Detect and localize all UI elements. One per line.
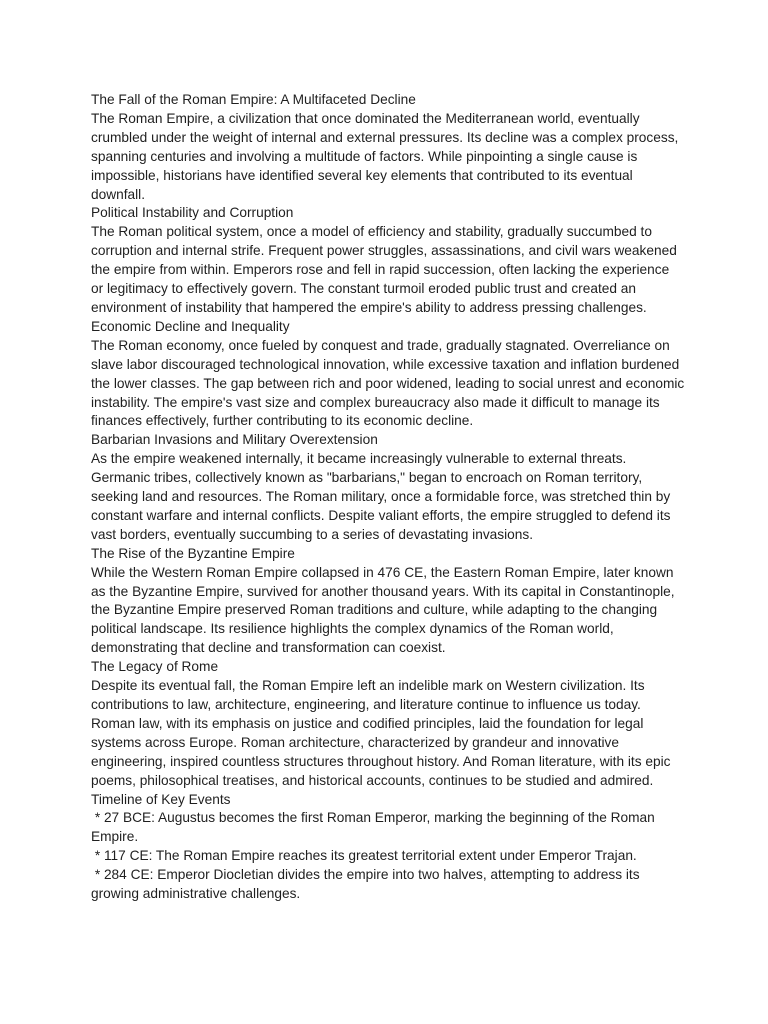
timeline-item: * 284 CE: Emperor Diocletian divides the empire into two halves, attempting to address its growing administrative challenges. bbox=[91, 867, 644, 902]
timeline-item: * 117 CE: The Roman Empire reaches its greatest territorial extent under Emperor Trajan. bbox=[91, 848, 637, 864]
section-heading-legacy: The Legacy of Rome bbox=[91, 659, 219, 675]
timeline-heading: Timeline of Key Events bbox=[91, 791, 231, 807]
document-title: The Fall of the Roman Empire: A Multifaceted Decline bbox=[91, 92, 416, 107]
section-body-byzantine: While the Western Roman Empire collapsed in 476 CE, the Eastern Roman Empire, later known as the Byzantine Empire, survived for another thousand years. With its capital in Constantinople, the Byzantine Empire preserved Roman traditions and culture, while adapting to the changing political landscape. Its resilience highlights the complex dynamics of the Roman world, demonstrating that decline and transformation can coexist. bbox=[91, 564, 675, 656]
section-body-economic: The Roman economy, once fueled by conquest and trade, gradually stagnated. Overreliance on slave labor discouraged technological innovation, while excessive taxation and inflation burdened the lower classes. The gap between rich and poor widened, leading to social unrest and economic instability. The empire's vast size and complex bureaucracy also made it difficult to manage its finances effectively, further contributing to its economic decline. bbox=[91, 337, 685, 429]
section-heading-byzantine: The Rise of the Byzantine Empire bbox=[91, 545, 295, 561]
section-body-political: The Roman political system, once a model of efficiency and stability, gradually succumbed to corruption and internal strife. Frequent power struggles, assassinations, and civil wars weakened the empire from within. Emperors rose and fell in rapid succession, often lacking the experience or legitimacy to effectively govern. The constant turmoil eroded public trust and created an environment of instability that hampered the empire's ability to address pressing challenges. bbox=[91, 224, 677, 315]
section-heading-barbarian: Barbarian Invasions and Military Overextension bbox=[91, 432, 378, 448]
document-page bbox=[91, 91, 685, 904]
section-heading-economic: Economic Decline and Inequality bbox=[91, 318, 290, 334]
timeline-item: * 27 BCE: Augustus becomes the first Roman Emperor, marking the beginning of the Roman Empire. bbox=[91, 810, 659, 845]
section-heading-political: Political Instability and Corruption bbox=[91, 205, 294, 221]
intro-paragraph: The Roman Empire, a civilization that once dominated the Mediterranean world, eventually crumbled under the weight of internal and external pressures. Its decline was a complex process, spanning centuries and involving a multitude of factors. While pinpointing a single cause is impossible, historians have identified several key elements that contributed to its eventual downfall. bbox=[91, 110, 679, 202]
section-body-barbarian: As the empire weakened internally, it became increasingly vulnerable to external threats. Germanic tribes, collectively known as "barbarians," began to encroach on Roman territory, seeking land and resources. The Roman military, once a formidable force, was stretched thin by constant warfare and internal conflicts. Despite valiant efforts, the empire struggled to defend its vast borders, eventually succumbing to a series of devastating invasions. bbox=[91, 451, 671, 542]
section-body-legacy: Despite its eventual fall, the Roman Empire left an indelible mark on Western civilization. Its contributions to law, architecture, engineering, and literature continue to influence us today. Roman law, with its emphasis on justice and codified principles, laid the foundation for legal systems across Europe. Roman architecture, characterized by grandeur and innovative engineering, inspired countless structures throughout history. And Roman literature, with its epic poems, philosophical treatises, and historical accounts, continues to be studied and admired. bbox=[91, 678, 671, 788]
